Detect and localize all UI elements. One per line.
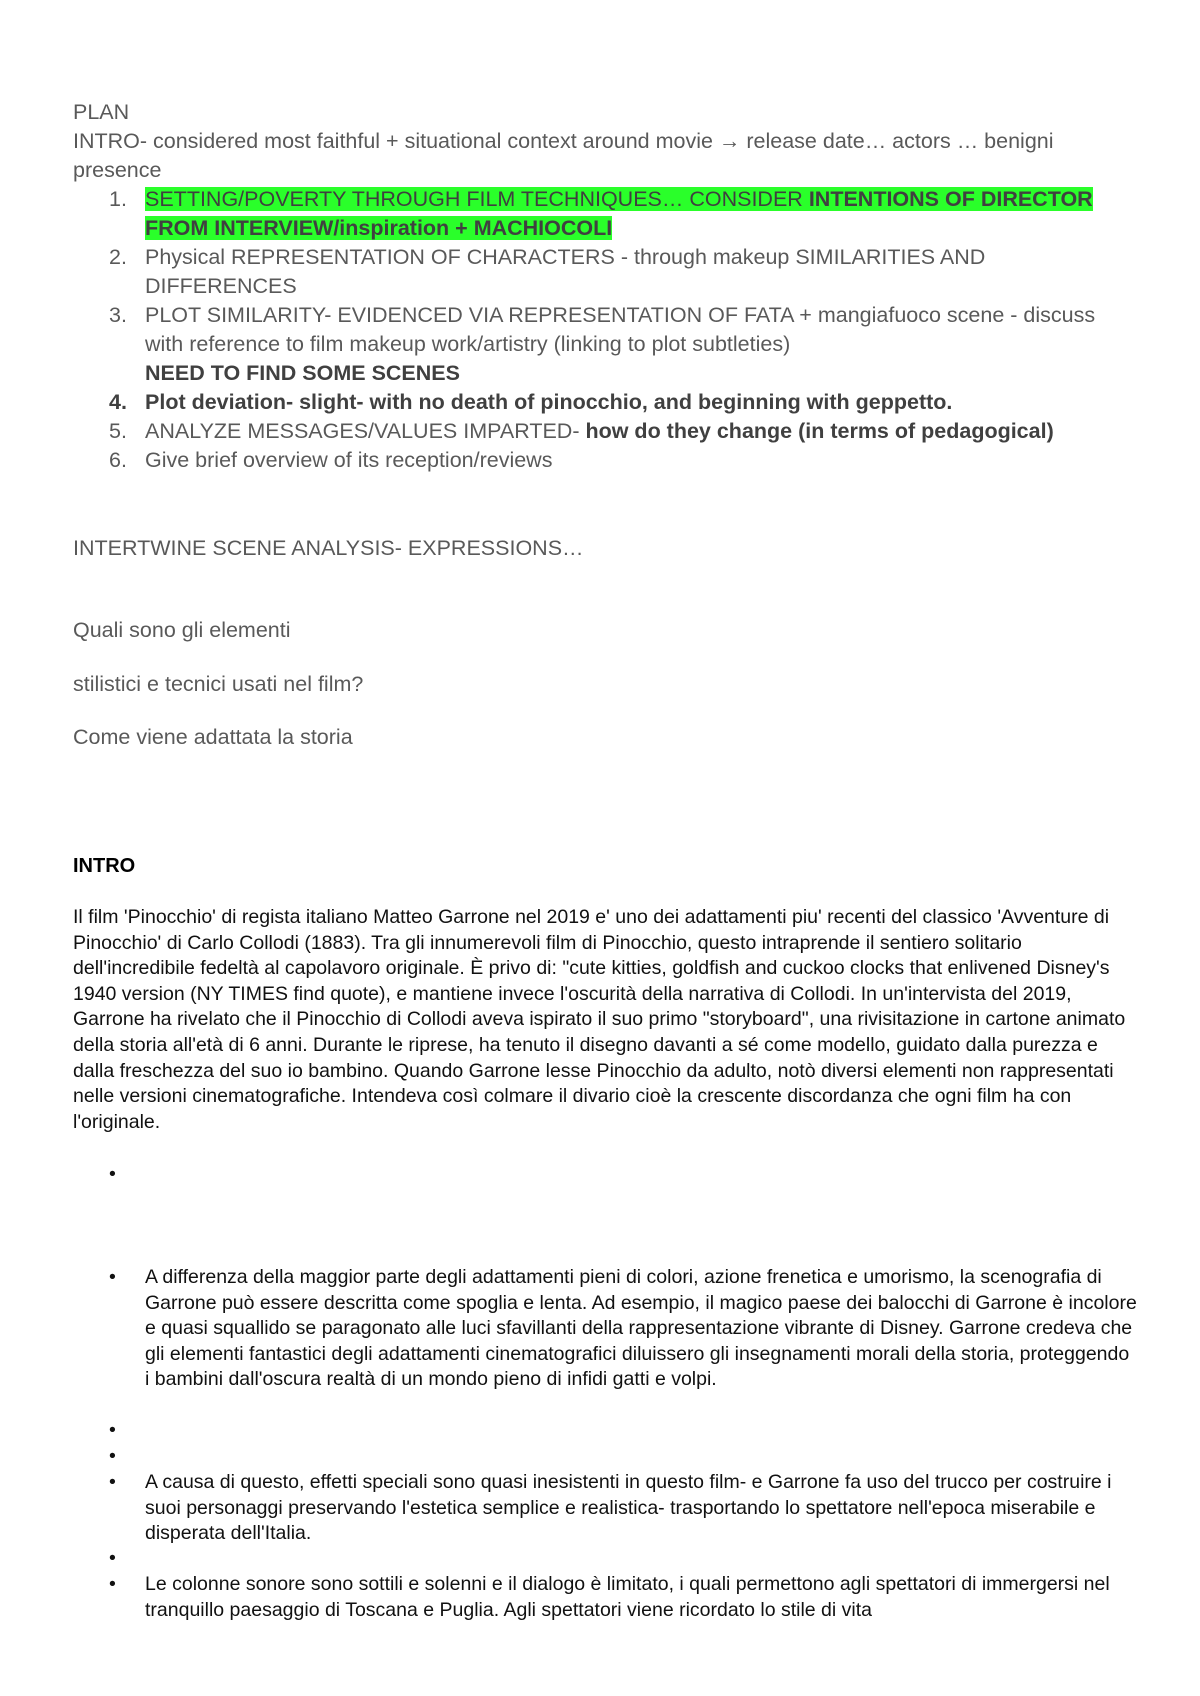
list-item: • A causa di questo, effetti speciali sono quasi inesistenti in questo film- e Garrone fa uso del trucco per costruire i suoi personaggi preservando l'estetica semplice e realistica- trasportando lo spettatore nell'epoca miserabile e disperata dell'Italia. — [109, 1471, 1112, 1545]
intro-paragraph: Il film 'Pinocchio' di regista italiano Matteo Garrone nel 2019 e' uno dei adattamenti piu' recenti del classico 'Avventure di Pinocchio' di Carlo Collodi (1883). Tra gli innumerevoli film di Pinocchio, questo intraprende il sentiero solitario dell'incredibile fedeltà al capolavoro originale. È privo di: "cute kitties, goldfish and cuckoo clocks that enlivened Disney's 1940 version (NY TIMES find quote), e mantiene invece l'oscurità della narrativa di Collodi. In un'intervista del 2019, Garrone ha rivelato che il Pinocchio di Collodi aveva ispirato il suo primo "storyboard", una rivisitazione in cartone animato della storia all'età di 6 anni. Durante le riprese, ha tenuto il disegno davanti a sé come modello, guidato dalla purezza e dalla freschezza del suo io bambino. Quando Garrone lesse Pinocchio da adulto, notò diversi elementi non rappresentati nelle versioni cinematografiche. Intendeva così colmare il divario cioè la crescente discordanza che ogni film ha con l'originale. — [73, 906, 1126, 1133]
question-line-2: stilistici e tecnici usati nel film? — [73, 672, 364, 696]
bullet-icon: • — [109, 1163, 116, 1185]
plan-item-3: 3. PLOT SIMILARITY- EVIDENCED VIA REPRESENTATION OF FATA + mangiafuoco scene - discuss with reference to film makeup work/artistry (linking to plot subtleties) NEED TO FIND SOME SCENES — [109, 303, 1096, 385]
list-item — [73, 1546, 1138, 1572]
list-number: 2. — [109, 245, 127, 269]
plan-item-6: 6. Give brief overview of its reception/reviews — [73, 446, 1133, 475]
list-number: 6. — [109, 448, 127, 472]
bullet-icon: • — [109, 1419, 116, 1441]
bullet-icon: • — [109, 1573, 116, 1595]
list-number: 3. — [109, 303, 127, 327]
list-item — [73, 1418, 1138, 1444]
plan-list — [73, 185, 1133, 475]
bullet-icon: • — [109, 1547, 116, 1569]
plan-item-5: 5. ANALYZE MESSAGES/VALUES IMPARTED- how do they change (in terms of pedagogical) — [73, 417, 1133, 446]
plan-item-4: 4. Plot deviation- slight- with no death of pinocchio, and beginning with geppetto. — [73, 388, 1133, 417]
list-number: 1. — [109, 187, 127, 211]
list-number: 5. — [109, 419, 127, 443]
list-item — [73, 1162, 1138, 1188]
list-item: • A differenza della maggior parte degli adattamenti pieni di colori, azione frenetica e umorismo, la scenografia di Garrone può essere descritta come spoglia e lenta. Ad esempio, il magico paese dei balocchi di Garrone è incolore e quasi squallido se paragonato alle luci sfavillanti della rappresentazione vibrante di Disney. Garrone credeva che gli elementi fantastici degli adattamenti cinematografici diluissero gli insegnamenti morali della storia, proteggendo i bambini dall'oscura realtà di un mondo pieno di infidi gatti e volpi. — [109, 1266, 1137, 1391]
list-item: • Le colonne sonore sono sottili e solenni e il dialogo è limitato, i quali permettono agli spettatori di immergersi nel tranquillo paesaggio di Toscana e Puglia. Agli spettatori viene ricordato lo stile di vita — [109, 1573, 1110, 1621]
bullet-icon: • — [109, 1471, 116, 1493]
intertwine-line: INTERTWINE SCENE ANALYSIS- EXPRESSIONS… — [73, 536, 584, 560]
list-number: 4. — [109, 390, 127, 414]
plan-intro-line: INTRO- considered most faithful + situational context around movie → release date… actors … benigni presence — [73, 129, 1054, 182]
plan-item-2: 2. Physical REPRESENTATION OF CHARACTERS - through makeup SIMILARITIES AND DIFFERENCES — [109, 245, 986, 298]
bullet-icon: • — [109, 1445, 116, 1467]
bold-note: NEED TO FIND SOME SCENES — [145, 361, 460, 385]
intro-heading: INTRO — [73, 855, 136, 877]
bullet-icon: • — [109, 1266, 116, 1288]
highlighted-text: SETTING/POVERTY THROUGH FILM TECHNIQUES… CONSIDER INTENTIONS OF DIRECTOR FROM INTERVIEW/inspiration + MACHIOCOLI — [145, 187, 1093, 240]
question-line-3: Come viene adattata la storia — [73, 725, 353, 749]
list-item — [73, 1444, 1138, 1470]
plan-section — [73, 98, 1133, 475]
plan-title: PLAN — [73, 100, 130, 124]
question-line-1: Quali sono gli elementi — [73, 618, 291, 642]
plan-item-1 — [73, 185, 1133, 243]
